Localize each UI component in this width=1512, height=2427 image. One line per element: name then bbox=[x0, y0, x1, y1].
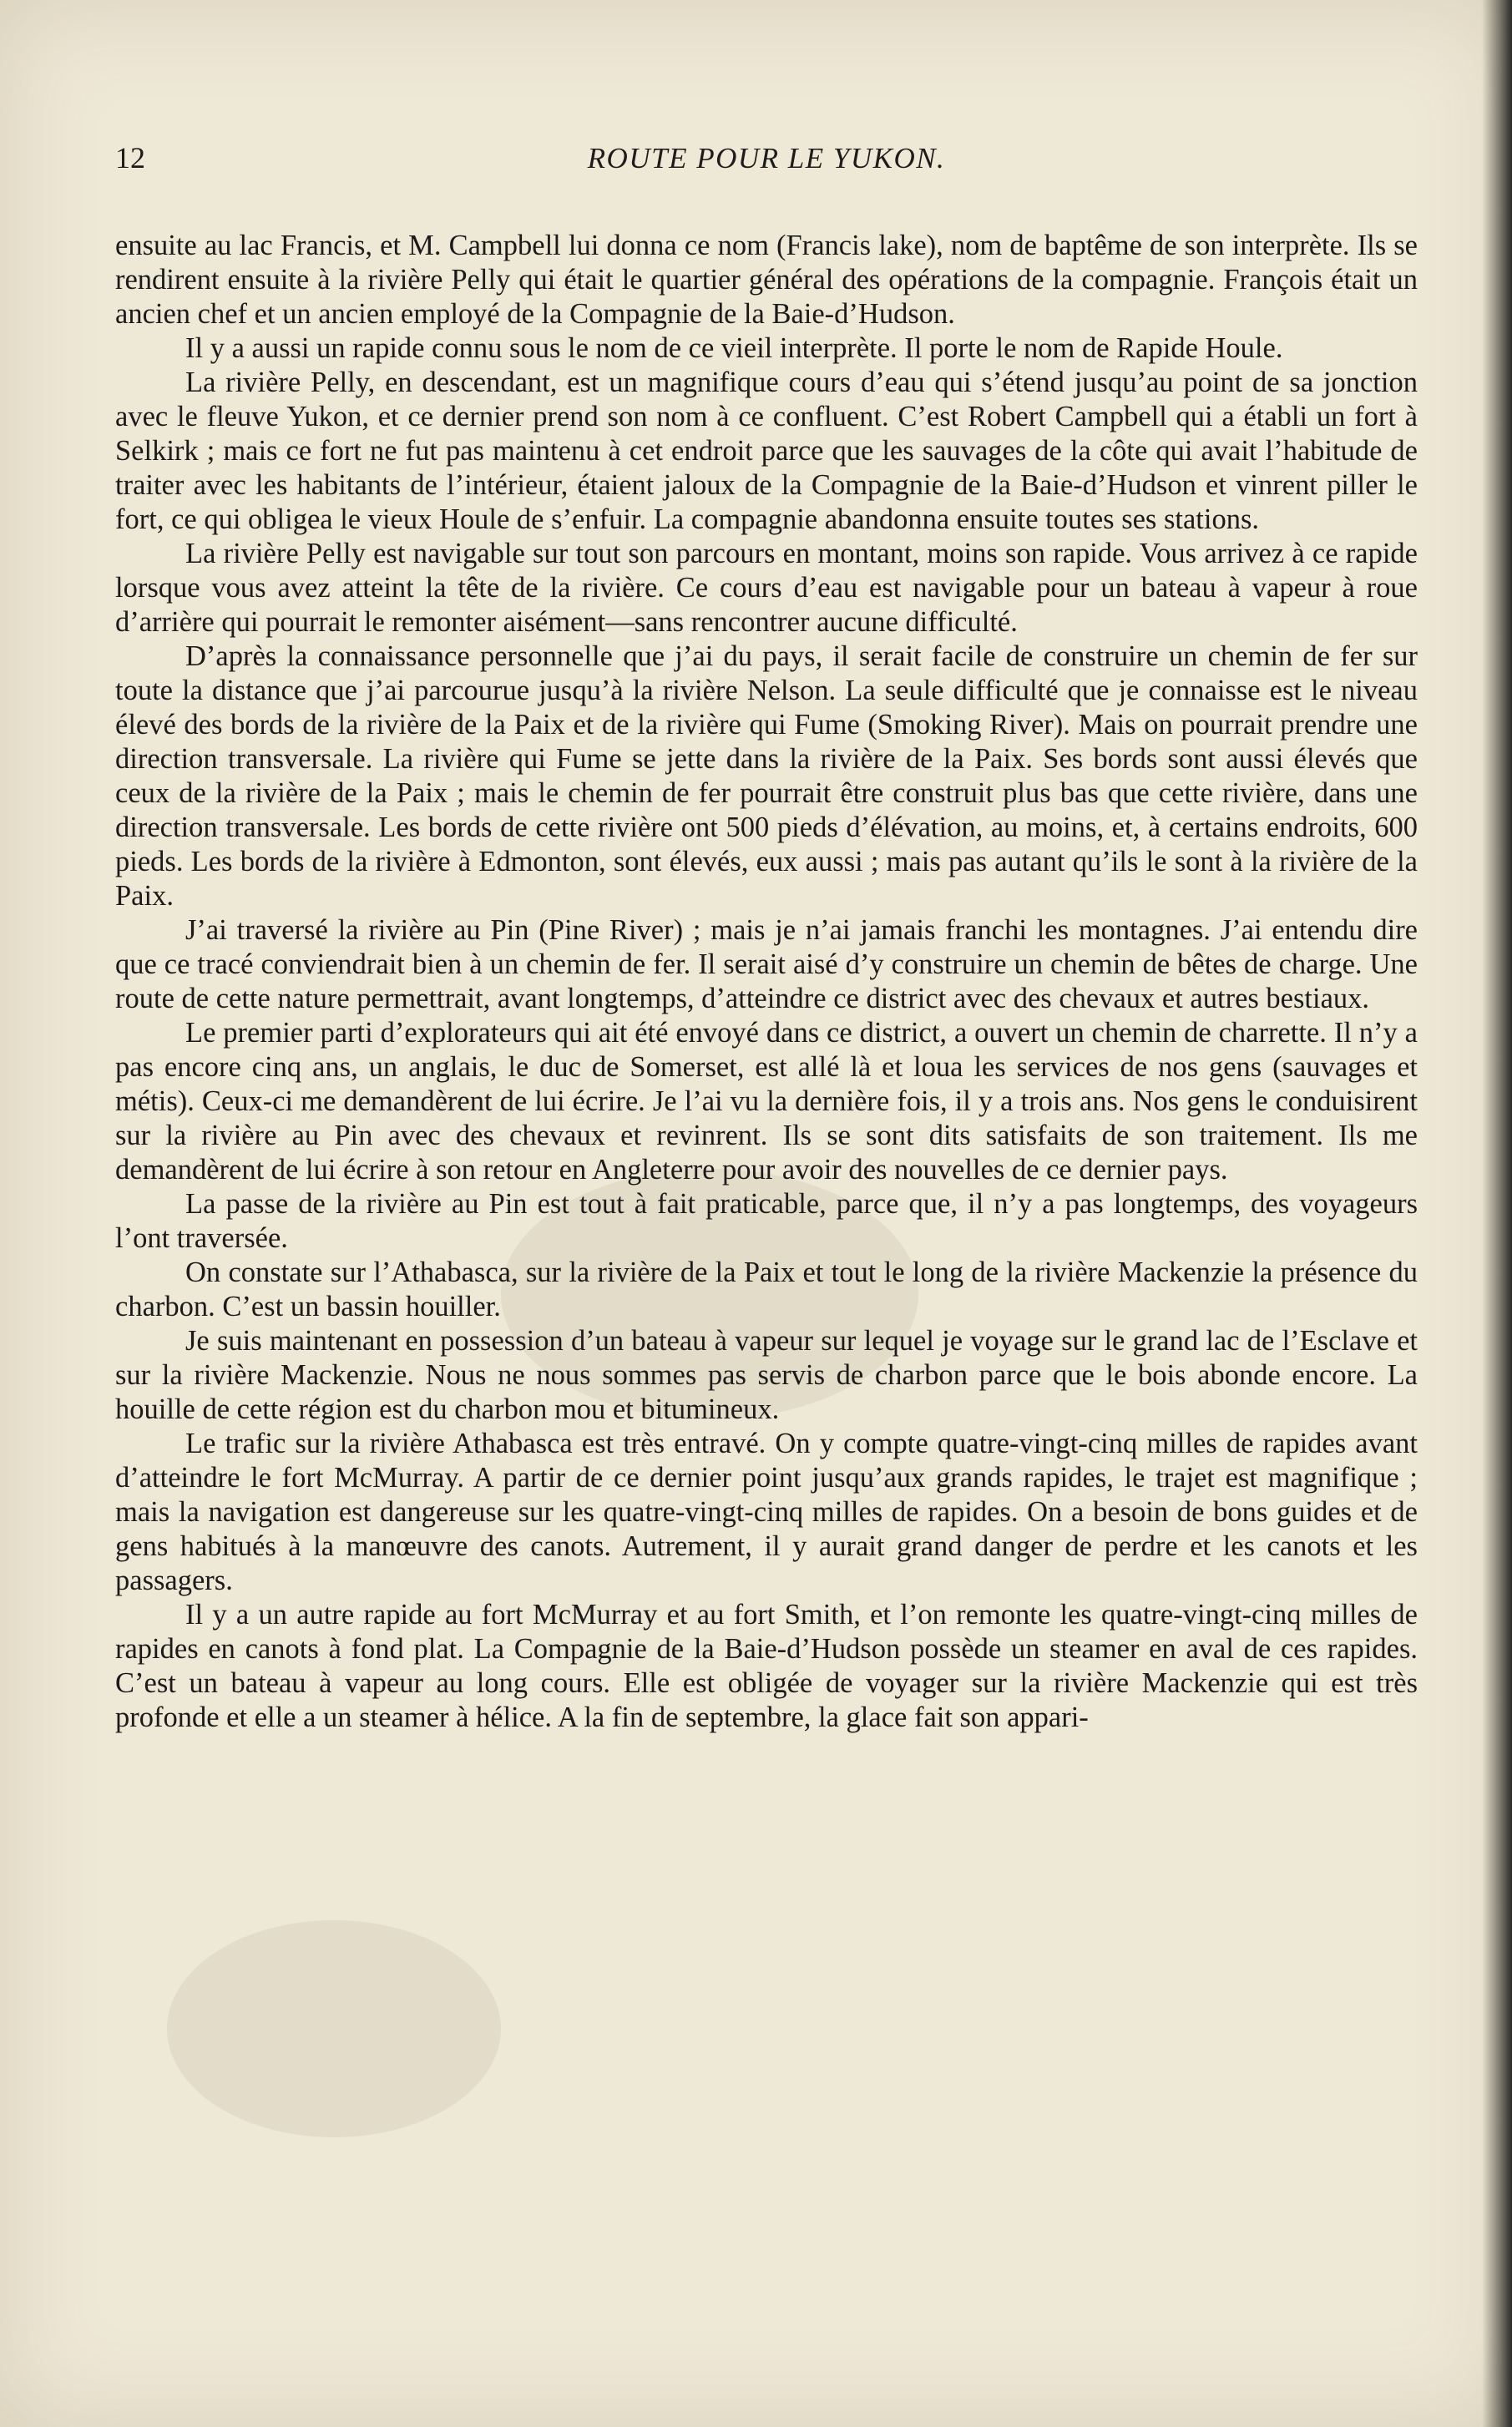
paragraph: Il y a un autre rapide au fort McMurray et au fort Smith, et l’on remonte les quatre-vingt-cinq milles de rapides en canots à fond plat. La Compagnie de la Baie-d’Hudson possède un steamer en aval de ces rapides. C’est un bateau à vapeur au long cours. Elle est obligée de voyager sur la rivière Mackenzie qui est très profonde et elle a un steamer à hélice. A la fin de septembre, la glace fait son appari- bbox=[115, 1599, 1418, 1733]
paragraph: On constate sur l’Athabasca, sur la rivière de la Paix et tout le long de la rivière Mackenzie la présence du charbon. C’est un bassin houiller. bbox=[115, 1256, 1418, 1322]
paragraph: La passe de la rivière au Pin est tout à fait praticable, parce que, il n’y a pas longtemps, des voyageurs l’ont traversée. bbox=[115, 1188, 1418, 1254]
paragraph: J’ai traversé la rivière au Pin (Pine River) ; mais je n’ai jamais franchi les montagnes. J’ai entendu dire que ce tracé conviendrait bien à un chemin de fer. Il serait aisé d’y construire un chemin de bêtes de charge. Une route de cette nature permettrait, avant longtemps, d’atteindre ce district avec des chevaux et autres bestiaux. bbox=[115, 914, 1418, 1014]
paragraph: La rivière Pelly, en descendant, est un magnifique cours d’eau qui s’étend jusqu’au point de sa jonction avec le fleuve Yukon, et ce dernier prend son nom à ce confluent. C’est Robert Campbell qui a établi un fort à Selkirk ; mais ce fort ne fut pas maintenu à cet endroit parce que les sauvages de la côte qui avait l’habitude de traiter avec les habitants de l’intérieur, étaient jaloux de la Compagnie de la Baie-d’Hudson et vinrent piller le fort, ce qui obligea le vieux Houle de s’enfuir. La compagnie abandonna ensuite toutes ses stations. bbox=[115, 367, 1418, 535]
paragraph: Le premier parti d’explorateurs qui ait été envoyé dans ce district, a ouvert un chemin de charrette. Il n’y a pas encore cinq ans, un anglais, le duc de Somerset, est allé là et loua les services de nos gens (sauvages et métis). Ceux-ci me demandèrent de lui écrire. Je l’ai vu la dernière fois, il y a trois ans. Nos gens le conduisirent sur la rivière au Pin avec des chevaux et revinrent. Ils se sont dits satisfaits de son traitement. Ils me demandèrent de lui écrire à son retour en Angleterre pour avoir des nouvelles de ce dernier pays. bbox=[115, 1017, 1418, 1186]
paragraph: Je suis maintenant en possession d’un bateau à vapeur sur lequel je voyage sur le grand lac de l’Esclave et sur la rivière Mackenzie. Nous ne nous sommes pas servis de charbon parce que le bois abonde encore. La houille de cette région est du charbon mou et bitumineux. bbox=[115, 1325, 1418, 1425]
paragraph: Le trafic sur la rivière Athabasca est très entravé. On y compte quatre-vingt-cinq milles de rapides avant d’atteindre le fort McMurray. A partir de ce dernier point jusqu’aux grands rapides, le trajet est magnifique ; mais la navigation est dangereuse sur les quatre-vingt-cinq milles de rapides. On a besoin de bons guides et de gens habitués à la manœuvre des canots. Autrement, il y aurait grand danger de perdre et les canots et les passagers. bbox=[115, 1428, 1418, 1596]
paragraph: La rivière Pelly est navigable sur tout son parcours en montant, moins son rapide. Vous arrivez à ce rapide lorsque vous avez atteint la tête de la rivière. Ce cours d’eau est navigable pour un bateau à vapeur à roue d’arrière qui pourrait le remonter aisément—sans rencontrer aucune difficulté. bbox=[115, 538, 1418, 638]
paragraph: ensuite au lac Francis, et M. Campbell lui donna ce nom (Francis lake), nom de baptême de son interprète. Ils se rendirent ensuite à la rivière Pelly qui était le quartier général des opérations de la compagnie. François était un ancien chef et un ancien employé de la Compagnie de la Baie-d’Hudson. bbox=[115, 230, 1418, 330]
page-edge-shadow bbox=[1482, 0, 1512, 2427]
paragraph: Il y a aussi un rapide connu sous le nom de ce vieil interprète. Il porte le nom de Rapide Houle. bbox=[185, 332, 1283, 364]
paragraph: D’après la connaissance personnelle que j’ai du pays, il serait facile de construire un chemin de fer sur toute la distance que j’ai parcourue jusqu’à la rivière Nelson. La seule difficulté que je connaisse est le niveau élevé des bords de la rivière de la Paix et de la rivière qui Fume (Smoking River). Mais on pourrait prendre une direction transversale. La rivière qui Fume se jette dans la rivière de la Paix. Ses bords sont aussi élevés que ceux de la rivière de la Paix ; mais le chemin de fer pourrait être construit plus bas que cette rivière, dans une direction transversale. Les bords de cette rivière ont 500 pieds d’élévation, au moins, et, à certains endroits, 600 pieds. Les bords de la rivière à Edmonton, sont élevés, eux aussi ; mais pas autant qu’ils le sont à la rivière de la Paix. bbox=[115, 640, 1418, 912]
body-text bbox=[115, 229, 1418, 1735]
running-title: ROUTE POUR LE YUKON. bbox=[587, 142, 946, 174]
page-number: 12 bbox=[115, 141, 145, 174]
paper-stain bbox=[167, 1920, 501, 2137]
page-header bbox=[115, 140, 1418, 190]
